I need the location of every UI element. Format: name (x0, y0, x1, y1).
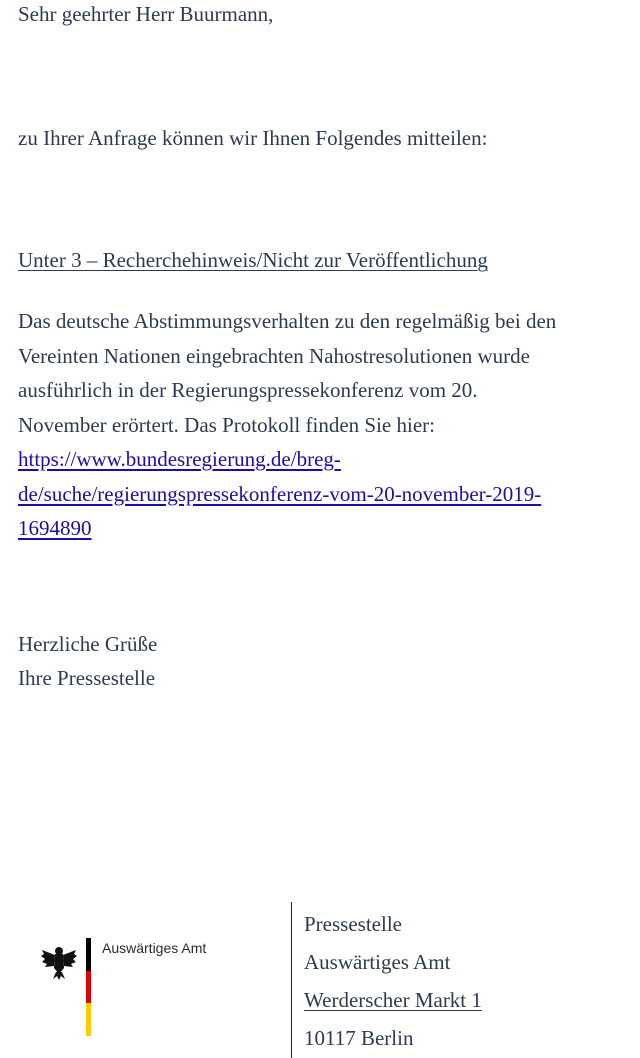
address-street[interactable]: Werderscher Markt 1 (304, 988, 482, 1012)
auswaertiges-amt-logo (40, 938, 240, 1038)
body-line: November erörtert. Das Protokoll finden Sie hier: (18, 412, 435, 437)
protocol-link-line: de/suche/regierungspressekonferenz-vom-20-november-2019- (18, 481, 542, 506)
body-line: Vereinten Nationen eingebrachten Nahostresolutionen wurde (18, 343, 530, 368)
signature: Ihre Pressestelle (18, 666, 156, 690)
address-city: 10117 Berlin (304, 1026, 414, 1050)
intro-text: zu Ihrer Anfrage können wir Ihnen Folgendes mitteilen: (18, 126, 488, 150)
closing: Herzliche Grüße (18, 632, 158, 656)
logo-text: Auswärtiges Amt (102, 940, 207, 956)
body-paragraph (18, 304, 623, 546)
flag-gold-stripe (86, 1003, 91, 1036)
protocol-link-line: https://www.bundesregierung.de/breg- (18, 447, 341, 471)
address-line-1: Pressestelle (304, 912, 402, 936)
address-line-2: Auswärtiges Amt (304, 950, 451, 974)
federal-eagle-icon (40, 944, 78, 980)
flag-black-stripe (86, 938, 91, 971)
flag-red-stripe (86, 971, 91, 1004)
body-line: Das deutsche Abstimmungsverhalten zu den regelmäßig bei den (18, 309, 557, 333)
body-line: ausführlich in der Regierungspressekonferenz vom 20. (18, 378, 478, 402)
section-heading: Unter 3 – Recherchehinweis/Nicht zur Veröffentlichung (18, 248, 488, 272)
salutation: Sehr geehrter Herr Buurmann, (18, 2, 274, 26)
flag-bar (86, 938, 91, 1036)
protocol-link[interactable] (18, 442, 623, 546)
protocol-link-line: 1694890 (18, 516, 92, 540)
footer-divider (291, 902, 292, 1058)
